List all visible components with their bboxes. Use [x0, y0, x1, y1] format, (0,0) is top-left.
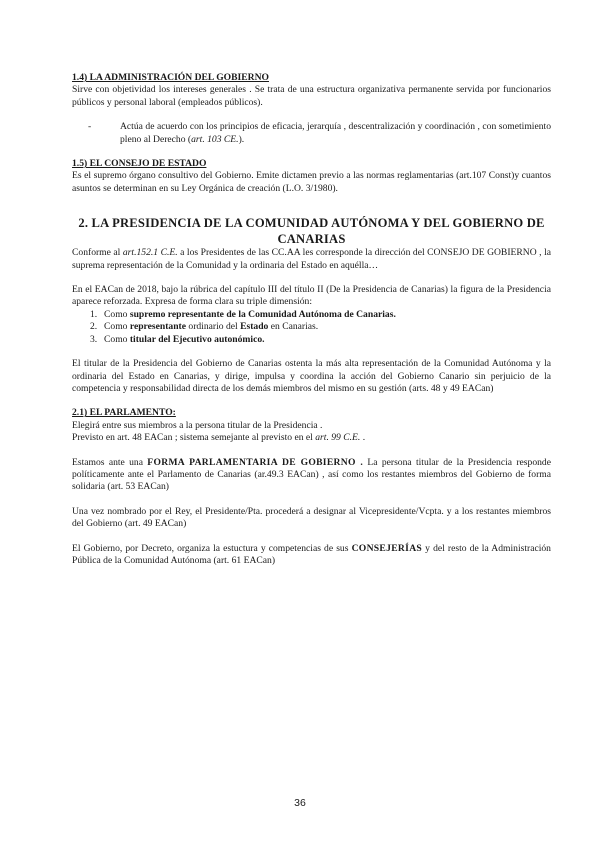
- paragraph-forma-parlamentaria: [72, 457, 551, 494]
- text-run: El Gobierno, por Decreto, organiza la estuctura y competencias de sus: [72, 542, 352, 554]
- list-item: [92, 309, 551, 321]
- paragraph-eacan: En el EACan de 2018, bajo la rúbrica del capítulo III del título II (De la Presidencia de Canarias) la figura de la Presidencia aparece reforzada. Expresa de forma clara su triple dimensión:: [72, 284, 551, 308]
- bold-text: representante: [129, 321, 186, 333]
- chapter-heading-line1: 2. LA PRESIDENCIA DE LA COMUNIDAD AUTÓNOMA Y DEL GOBIERNO DE: [78, 216, 545, 231]
- dash-bullet: -: [88, 121, 92, 133]
- triple-dimension-list: [72, 309, 551, 346]
- bullet-list: [72, 121, 551, 146]
- list-number: 2.: [90, 321, 98, 333]
- list-item: [92, 334, 551, 346]
- text-run: Conforme al: [72, 247, 123, 259]
- chapter-heading: [72, 215, 551, 247]
- bullet-text: Actúa de acuerdo con los principios de eficacia, jerarquía , descentralización y coordinación , con sometimiento pleno al Derecho (: [120, 121, 551, 145]
- bold-text: CONSEJERÍAS: [351, 542, 423, 554]
- article-reference: art.152.1 C.E.: [122, 247, 178, 259]
- section-heading-parlamento: 2.1) EL PARLAMENTO:: [72, 407, 176, 419]
- text-run: La persona titular de la Presidencia responde políticamente ante el Parlamento de Canarias (ar.49.3 EACan) , así como los restantes miembros del Gobierno de forma solidaria (art. 53 EACan): [72, 456, 551, 493]
- paragraph-administracion: Sirve con objetividad los intereses generales . Se trata de una estructura organizativa permanente servida por funcionarios públicos y personal laboral (empleados públicos).: [72, 84, 551, 108]
- paragraph-conforme: [72, 247, 551, 272]
- list-number: 3.: [90, 333, 98, 345]
- bold-text: FORMA PARLAMENTARIA DE GOBIERNO .: [147, 456, 364, 468]
- text-run: Como: [104, 333, 130, 345]
- list-item: [88, 121, 551, 146]
- list-item: [92, 321, 551, 333]
- section-heading-administracion: 1.4) LA ADMINISTRACIÓN DEL GOBIERNO: [72, 72, 269, 83]
- paragraph-previsto: [72, 432, 551, 444]
- text-run: a los Presidentes de las CC.AA les corresponde la dirección del CONSEJO DE GOBIERNO , la suprema representación de la Comunidad y la ordinaria del Estado en aquélla…: [72, 247, 551, 271]
- article-reference: art. 103 CE.: [191, 133, 239, 145]
- text-run: Como: [104, 308, 130, 320]
- paragraph-nombrado: Una vez nombrado por el Rey, el Presidente/Pta. procederá a designar al Vicepresidente/Vcpta. y a los restantes miembros del Gobierno (art. 49 EACan): [72, 505, 551, 530]
- text-run: Como: [104, 321, 130, 333]
- bold-text: titular del Ejecutivo autonómico.: [129, 333, 265, 345]
- bullet-text-end: ).: [238, 133, 245, 145]
- bold-text: Estado: [240, 321, 269, 333]
- text-run: en Canarias.: [268, 321, 319, 333]
- bold-text: supremo representante de la Comunidad Autónoma de Canarias.: [129, 308, 396, 320]
- section-heading-consejo-estado: 1.5) EL CONSEJO DE ESTADO: [72, 158, 207, 170]
- chapter-heading-line2: CANARIAS: [277, 232, 346, 247]
- article-reference: art. 99 C.E.: [315, 432, 361, 444]
- text-run: Previsto en art. 48 EACan ; sistema semejante al previsto en el: [72, 432, 316, 444]
- paragraph-consejo-estado: Es el supremo órgano consultivo del Gobierno. Emite dictamen previo a las normas reglamentarias (art.107 Const)y cuantos asuntos se determinan en su Ley Orgánica de creación (L.O. 3/1980).: [72, 170, 551, 194]
- page-number: 36: [294, 797, 306, 809]
- text-run: ordinario del: [186, 321, 241, 333]
- paragraph-titular: El titular de la Presidencia del Gobierno de Canarias ostenta la más alta representación de la Comunidad Autónoma y la ordinaria del Estado en Canarias, y dirige, impulsa y coordina la acción del Gobierno Canario sin perjuicio de la competencia y responsabilidad directa de los demás miembros del mismo en su gestión (arts. 48 y 49 EACan): [72, 358, 551, 394]
- list-number: 1.: [90, 308, 98, 320]
- text-run: y del resto de la Administración Pública de la Comunidad Autónoma (art. 61 EACan): [72, 542, 551, 566]
- text-run: Estamos ante una: [72, 456, 148, 468]
- document-page: [72, 72, 551, 567]
- paragraph-elegira: Elegirá entre sus miembros a la persona titular de la Presidencia .: [72, 419, 323, 431]
- paragraph-decreto: [72, 543, 551, 568]
- text-run: .: [360, 432, 366, 444]
